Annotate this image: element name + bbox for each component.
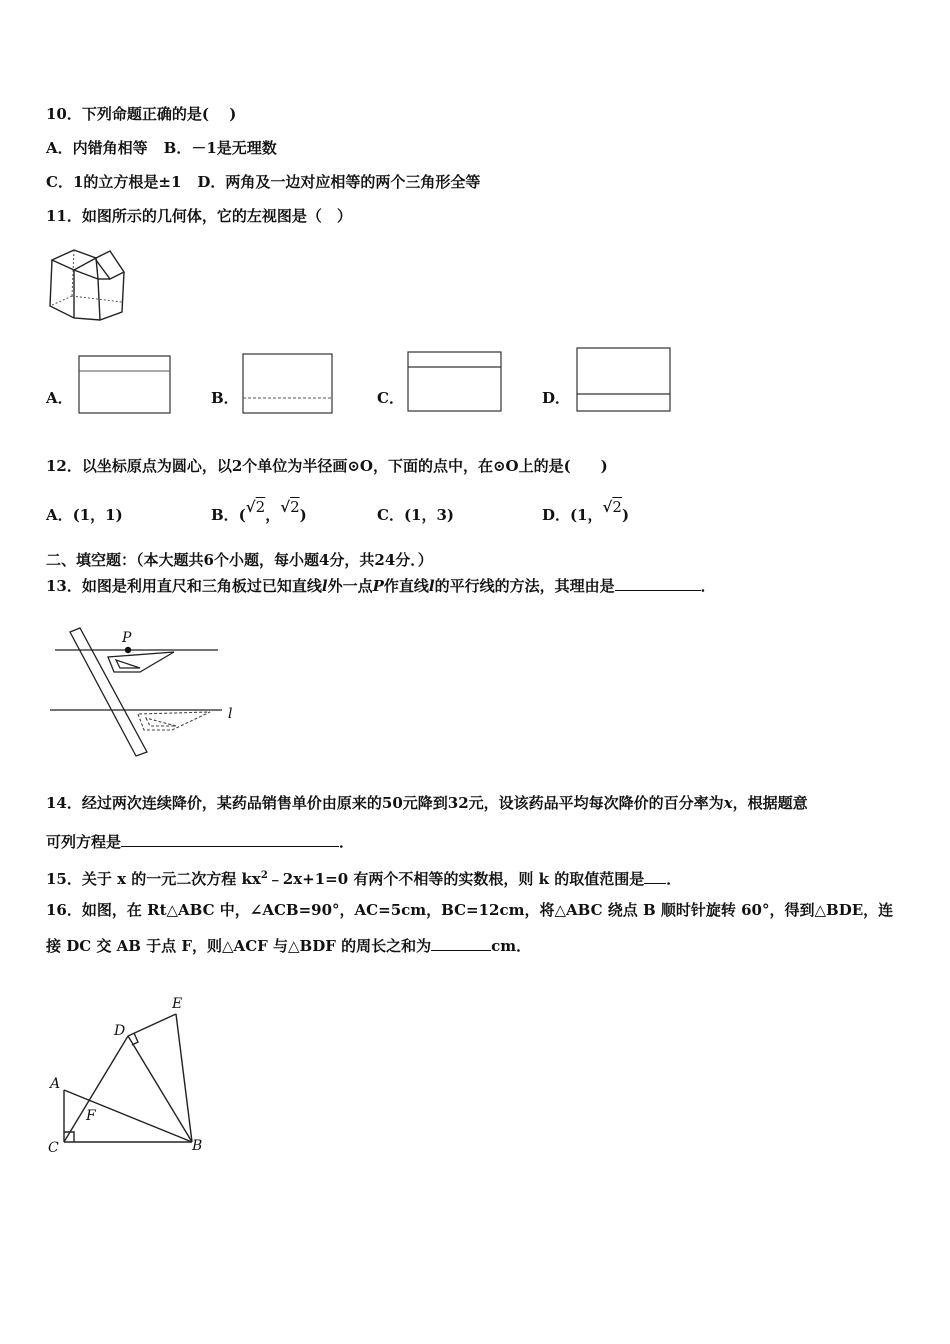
q12-stem: 12．以坐标原点为圆心，以2个单位为半径画⊙O，下面的点中，在⊙O上的是( ) <box>46 457 608 475</box>
point-p <box>125 647 131 653</box>
answer-blank <box>121 832 339 847</box>
answer-blank <box>644 869 666 884</box>
q10-option-b: B．－1是无理数 <box>163 139 277 157</box>
q11-stem: 11．如图所示的几何体，它的左视图是（ ） <box>46 207 352 225</box>
label-a: A <box>50 1076 61 1092</box>
answer-blank <box>431 936 491 951</box>
q11-option-c-figure <box>407 351 503 413</box>
sqrt-symbol: √2 <box>280 498 300 516</box>
label-l: l <box>228 706 233 722</box>
q12-option-d <box>542 498 630 525</box>
q12-option-b-comma: ， <box>265 506 281 524</box>
q10-options-row1 <box>46 138 277 158</box>
q11-option-b-label: B． <box>211 389 239 407</box>
label-f: F <box>86 1108 96 1124</box>
var-l: l <box>428 577 435 595</box>
label-p: P <box>122 630 132 646</box>
q12-option-b-suffix: ) <box>299 506 307 524</box>
q15-stem: 15．关于 x 的一元二次方程 $kx^2﹣2x+1=0$ 有两个不相等的实数根，则 k 的取值范围是 ． <box>46 870 682 888</box>
var-p: P <box>372 577 384 595</box>
q13-ruler-triangle-figure <box>50 626 250 762</box>
section2-heading: 二、填空题：（本大题共6个小题，每小题4分，共24分．） <box>46 551 433 569</box>
answer-blank <box>615 576 701 591</box>
q12-option-d-suffix: ) <box>621 506 630 524</box>
q12-option-b <box>211 498 307 525</box>
q12-option-d-prefix: D．(1， <box>542 506 603 524</box>
q10-option-a: A．内错角相等 <box>46 139 148 157</box>
q10-stem: 10．下列命题正确的是( ) <box>46 105 237 123</box>
q16-line1: 16．如图，在 Rt△ABC 中，∠ACB=90°，AC=5cm，BC=12cm，将△ABC 绕点 B 顺时针旋转 60°，得到△BDE，连 <box>46 901 894 919</box>
q10-option-c: C．1的立方根是±1 <box>46 173 182 191</box>
q11-solid-figure <box>46 246 126 324</box>
sqrt-symbol: √2 <box>602 498 622 516</box>
q13-stem: 13．如图是利用直尺和三角板过已知直线l外一点P作直线l的平行线的方法，其理由是 ． <box>46 577 716 595</box>
q11-option-b-figure <box>242 353 334 415</box>
q11-option-c-label: C． <box>377 389 404 407</box>
q16-line2: 接 DC 交 AB 于点 F，则△ACF 与△BDF 的周长之和为 cm． <box>46 937 532 955</box>
var-l: l <box>321 577 328 595</box>
q11-option-a-label: A． <box>46 389 73 407</box>
q12-option-a: A．(1，1) <box>46 506 123 524</box>
q12-option-b-prefix: B．( <box>211 506 246 524</box>
label-c: C <box>48 1140 59 1156</box>
q14-line2: 可列方程是 ． <box>46 833 355 851</box>
var-x: x <box>723 794 733 812</box>
q14-line1: 14．经过两次连续降价，某药品销售单价由原来的50元降到32元，设该药品平均每次降价的百分率为x，根据题意 <box>46 794 808 812</box>
label-b: B <box>192 1138 203 1154</box>
q12-option-c: C．(1，3) <box>377 506 455 524</box>
label-d: D <box>114 1023 126 1039</box>
q10-option-d: D．两角及一边对应相等的两个三角形全等 <box>197 173 481 191</box>
q11-option-a-figure <box>78 355 172 415</box>
q11-option-d-label: D． <box>542 389 571 407</box>
q16-triangle-figure <box>40 990 220 1160</box>
q11-option-d-figure <box>576 347 672 413</box>
q10-options-row2 <box>46 172 480 192</box>
label-e: E <box>172 996 183 1012</box>
sqrt-symbol: √2 <box>245 498 266 516</box>
